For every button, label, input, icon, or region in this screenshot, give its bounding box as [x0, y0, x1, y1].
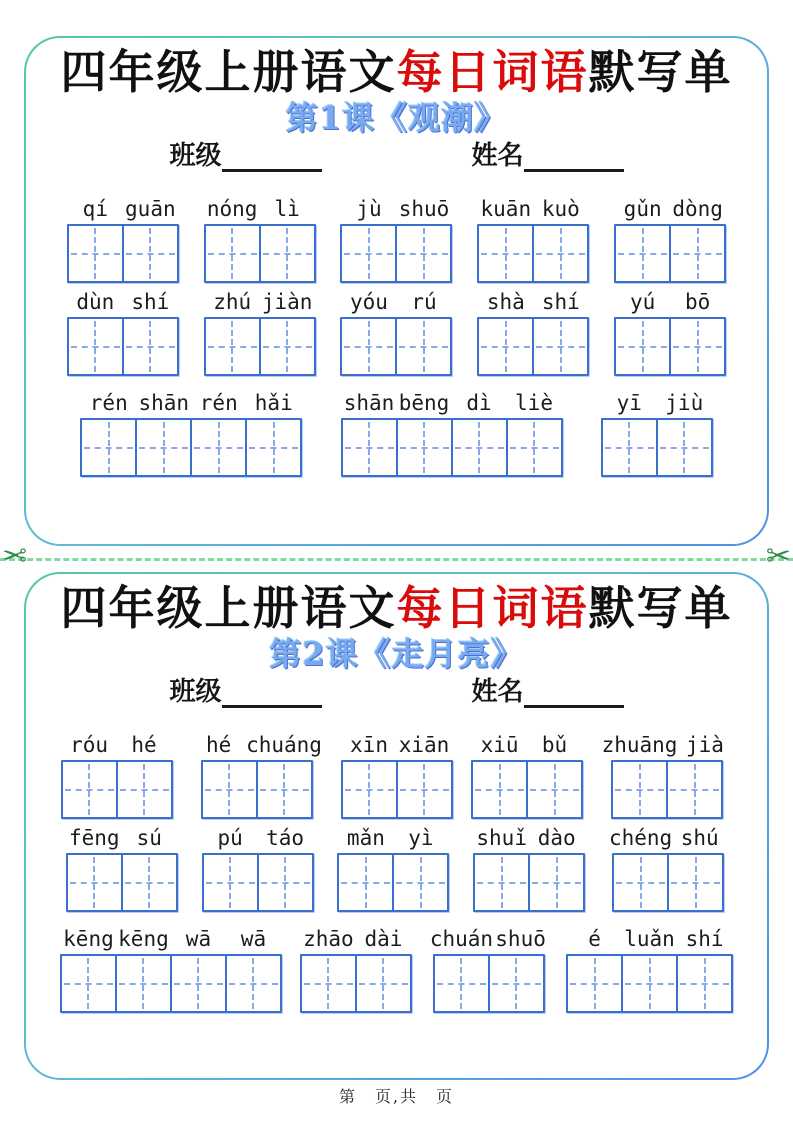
writing-cell [603, 420, 656, 475]
writing-cell [532, 319, 587, 374]
writing-cell [614, 855, 667, 910]
pinyin-syllable: shú [680, 826, 719, 851]
worksheet-card-2-inner [26, 574, 767, 1078]
word-block [609, 825, 727, 912]
title-black-left: 四年级上册语文 [60, 45, 397, 99]
writing-grid [473, 853, 585, 912]
writing-cell [82, 420, 135, 475]
writing-grid [60, 954, 282, 1013]
writing-cell [475, 855, 528, 910]
pinyin-syllable: luǎn [624, 927, 675, 952]
writing-cell [204, 855, 257, 910]
pinyin-syllable: zhuāng [601, 733, 678, 758]
name-blank-line [524, 681, 624, 708]
word-block [80, 390, 302, 477]
writing-grid [337, 853, 449, 912]
writing-cell [116, 762, 171, 817]
word-block [340, 196, 452, 283]
writing-cell [451, 420, 506, 475]
class-blank-line [222, 145, 322, 172]
header-fields [42, 677, 751, 708]
pinyin-label [342, 732, 452, 758]
pinyin-label [61, 926, 281, 952]
cut-line [0, 558, 793, 561]
class-field [169, 141, 321, 172]
word-block [601, 390, 713, 477]
writing-grid [477, 224, 589, 283]
pinyin-syllable: lì [274, 197, 300, 222]
pinyin-label [68, 289, 178, 315]
writing-cell [206, 226, 259, 281]
pinyin-label [615, 196, 725, 222]
name-field [472, 677, 624, 708]
pinyin-syllable: fēng [69, 826, 120, 851]
pinyin-label [341, 196, 451, 222]
worksheet-card-2 [24, 572, 769, 1080]
writing-cell [343, 762, 396, 817]
word-block [61, 732, 173, 819]
pinyin-syllable: shuō [495, 927, 546, 952]
pinyin-syllable: gǔn [623, 197, 662, 222]
writing-cell [613, 762, 666, 817]
writing-cell [395, 226, 450, 281]
writing-grid [614, 317, 726, 376]
writing-grid [566, 954, 733, 1013]
word-block [67, 289, 179, 376]
pinyin-syllable: bēng [398, 391, 450, 416]
pinyin-label [602, 732, 733, 758]
writing-cell [656, 420, 711, 475]
writing-grid [67, 224, 179, 283]
word-block [614, 289, 726, 376]
pinyin-label [62, 732, 172, 758]
pinyin-syllable: guān [125, 197, 176, 222]
class-label: 班级 [169, 677, 222, 708]
writing-cell [355, 956, 410, 1011]
pinyin-syllable: nóng [206, 197, 258, 222]
word-row [42, 390, 751, 477]
word-block [60, 926, 282, 1013]
writing-grid [611, 760, 723, 819]
writing-grid [612, 853, 724, 912]
writing-cell [259, 226, 314, 281]
word-row [42, 289, 751, 376]
writing-cell [203, 762, 256, 817]
worksheet-title [42, 580, 751, 638]
writing-cell [396, 762, 451, 817]
writing-cell [302, 956, 355, 1011]
word-row [42, 926, 751, 1013]
pinyin-syllable: rú [411, 290, 437, 315]
word-block [473, 825, 585, 912]
word-block [614, 196, 726, 283]
pinyin-syllable: róu [70, 733, 109, 758]
class-label: 班级 [169, 141, 222, 172]
pinyin-label [342, 390, 562, 416]
writing-cell [342, 319, 395, 374]
writing-cell [343, 420, 396, 475]
writing-cell [121, 855, 176, 910]
writing-cell [225, 956, 280, 1011]
writing-grid [340, 317, 452, 376]
writing-cell [669, 226, 724, 281]
pinyin-syllable: wā [240, 927, 267, 952]
name-blank-line [524, 145, 624, 172]
word-rows [42, 196, 751, 477]
pinyin-syllable: yóu [350, 290, 388, 315]
pinyin-label [191, 732, 322, 758]
writing-cell [68, 855, 121, 910]
pinyin-syllable: shí [541, 290, 580, 315]
pinyin-syllable: kuò [541, 197, 580, 222]
pinyin-syllable: é [588, 927, 601, 952]
word-block [337, 825, 449, 912]
pinyin-syllable: pú [217, 826, 243, 851]
word-block [566, 926, 733, 1013]
word-block [300, 926, 412, 1013]
writing-grid [204, 317, 316, 376]
worksheet-card-1-inner [26, 38, 767, 544]
pinyin-syllable: chuán [429, 927, 494, 952]
worksheet-card-1 [24, 36, 769, 546]
word-block [191, 732, 322, 819]
writing-cell [532, 226, 587, 281]
writing-grid [614, 224, 726, 283]
writing-grid [66, 853, 178, 912]
writing-cell [259, 319, 314, 374]
writing-grid [433, 954, 545, 1013]
writing-cell [473, 762, 526, 817]
title-black-right: 默写单 [588, 581, 733, 635]
writing-cell [135, 420, 190, 475]
cut-line-divider [0, 539, 793, 574]
writing-cell [257, 855, 312, 910]
pinyin-label [205, 196, 315, 222]
writing-grid [202, 853, 314, 912]
pinyin-syllable: shuǐ [476, 826, 527, 851]
name-label: 姓名 [471, 677, 524, 708]
writing-cell [479, 226, 532, 281]
pinyin-syllable: xiān [398, 733, 450, 758]
pinyin-label [205, 289, 315, 315]
pinyin-syllable: hé [205, 733, 232, 758]
writing-cell [245, 420, 300, 475]
title-red-highlight: 每日词语 [396, 45, 589, 99]
writing-cell [63, 762, 116, 817]
scissors-left-icon: ✂ [2, 539, 28, 574]
pinyin-syllable: qí [82, 197, 108, 222]
writing-grid [67, 317, 179, 376]
writing-grid [61, 760, 173, 819]
pinyin-syllable: táo [266, 826, 305, 851]
writing-cell [396, 420, 451, 475]
pinyin-label [341, 289, 451, 315]
pinyin-label [338, 825, 448, 851]
pinyin-syllable: shān [343, 391, 395, 416]
writing-cell [206, 319, 259, 374]
writing-cell [395, 319, 450, 374]
word-block [67, 196, 179, 283]
pinyin-syllable: shí [685, 927, 724, 952]
pinyin-syllable: dì [466, 391, 492, 416]
writing-cell [621, 956, 676, 1011]
writing-grid [204, 224, 316, 283]
worksheet-title [42, 44, 751, 102]
writing-cell [69, 319, 122, 374]
pinyin-syllable: jù [356, 197, 382, 222]
word-block [66, 825, 178, 912]
word-row [42, 825, 751, 912]
pinyin-syllable: yú [629, 290, 656, 315]
writing-cell [506, 420, 561, 475]
pinyin-syllable: chuáng [246, 733, 322, 758]
pinyin-label [478, 196, 588, 222]
pinyin-syllable: dào [537, 826, 576, 851]
writing-cell [488, 956, 543, 1011]
pinyin-label [81, 390, 301, 416]
pinyin-syllable: kēng [63, 927, 114, 952]
pinyin-label [478, 289, 588, 315]
writing-cell [62, 956, 115, 1011]
writing-cell [616, 226, 669, 281]
writing-cell [122, 319, 177, 374]
word-row [42, 196, 751, 283]
writing-cell [616, 319, 669, 374]
pinyin-syllable: wā [185, 927, 212, 952]
pinyin-syllable: shí [131, 290, 170, 315]
pinyin-syllable: yī [616, 391, 642, 416]
pinyin-label [68, 196, 178, 222]
pinyin-syllable: rén [89, 391, 128, 416]
pinyin-syllable: xiū [480, 733, 519, 758]
writing-grid [471, 760, 583, 819]
pinyin-label [67, 825, 177, 851]
pinyin-syllable: kuān [480, 197, 532, 222]
pinyin-syllable: shuō [398, 197, 450, 222]
pinyin-syllable: yì [408, 826, 434, 851]
scissors-right-icon: ✂ [765, 539, 791, 574]
word-block [204, 196, 316, 283]
pinyin-syllable: zhāo [303, 927, 354, 952]
lesson-subtitle: 第1课《观潮》 [285, 98, 508, 137]
pinyin-syllable: hé [131, 733, 157, 758]
writing-cell [115, 956, 170, 1011]
writing-grid [201, 760, 313, 819]
writing-grid [340, 224, 452, 283]
word-block [341, 390, 563, 477]
writing-cell [568, 956, 621, 1011]
class-blank-line [222, 681, 322, 708]
writing-cell [122, 226, 177, 281]
page-footer: 第 页,共 页 [338, 1087, 455, 1106]
writing-cell [676, 956, 731, 1011]
pinyin-syllable: jià [685, 733, 724, 758]
writing-grid [341, 418, 563, 477]
pinyin-syllable: liè [515, 391, 553, 416]
word-block [340, 289, 452, 376]
pinyin-syllable: xīn [350, 733, 388, 758]
pinyin-syllable: hǎi [254, 391, 293, 416]
pinyin-syllable: jiàn [261, 290, 313, 315]
pinyin-syllable: mǎn [346, 826, 385, 851]
pinyin-syllable: sú [136, 826, 162, 851]
title-black-right: 默写单 [588, 45, 733, 99]
word-block [602, 732, 733, 819]
pinyin-syllable: zhú [213, 290, 252, 315]
pinyin-syllable: dùn [76, 290, 115, 315]
lesson-subtitle: 第2课《走月亮》 [269, 634, 524, 673]
writing-cell [666, 762, 721, 817]
pinyin-syllable: bō [684, 290, 711, 315]
pinyin-syllable: bǔ [541, 733, 568, 758]
word-block [341, 732, 453, 819]
writing-cell [190, 420, 245, 475]
pinyin-syllable: kēng [118, 927, 169, 952]
writing-grid [300, 954, 412, 1013]
word-rows [42, 732, 751, 1013]
pinyin-label [602, 390, 712, 416]
word-block [471, 732, 583, 819]
writing-cell [342, 226, 395, 281]
word-block [477, 196, 589, 283]
pinyin-label [474, 825, 584, 851]
word-block [477, 289, 589, 376]
title-black-left: 四年级上册语文 [60, 581, 397, 635]
pinyin-label [615, 289, 725, 315]
writing-cell [669, 319, 724, 374]
pinyin-syllable: dài [364, 927, 403, 952]
writing-cell [256, 762, 311, 817]
writing-cell [528, 855, 583, 910]
writing-grid [601, 418, 713, 477]
pinyin-syllable: shà [486, 290, 525, 315]
writing-cell [392, 855, 447, 910]
writing-grid [477, 317, 589, 376]
pinyin-label [567, 926, 732, 952]
pinyin-syllable: chéng [608, 826, 673, 851]
pinyin-label [609, 825, 727, 851]
writing-cell [526, 762, 581, 817]
pinyin-label [472, 732, 582, 758]
pinyin-syllable: jiù [665, 391, 704, 416]
writing-cell [435, 956, 488, 1011]
writing-cell [667, 855, 722, 910]
word-block [202, 825, 314, 912]
pinyin-label [203, 825, 313, 851]
title-red-highlight: 每日词语 [396, 581, 589, 635]
name-field [472, 141, 624, 172]
word-block [204, 289, 316, 376]
word-block [430, 926, 548, 1013]
writing-cell [339, 855, 392, 910]
word-row [42, 732, 751, 819]
writing-cell [479, 319, 532, 374]
header-fields [42, 141, 751, 172]
name-label: 姓名 [471, 141, 524, 172]
writing-grid [80, 418, 302, 477]
writing-grid [341, 760, 453, 819]
writing-cell [170, 956, 225, 1011]
pinyin-syllable: rén [199, 391, 238, 416]
class-field [169, 677, 321, 708]
pinyin-label [430, 926, 548, 952]
writing-cell [69, 226, 122, 281]
pinyin-syllable: shān [138, 391, 190, 416]
pinyin-syllable: dòng [672, 197, 723, 222]
pinyin-label [301, 926, 411, 952]
